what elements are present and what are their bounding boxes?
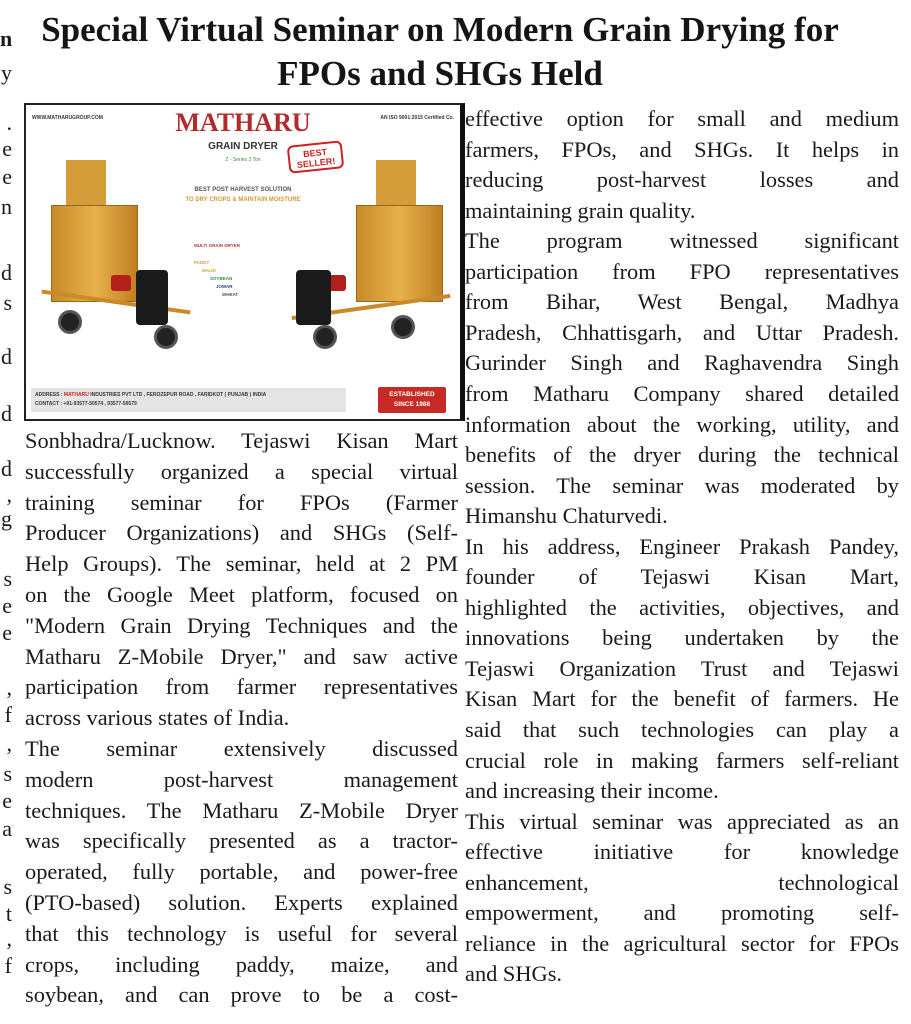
article-text-line: reliance in the agricultural sector for FPOs	[465, 930, 899, 956]
article-text-line: on the Google Meet platform, focused on	[25, 582, 458, 607]
matharu-grain-dryer-advertisement	[24, 103, 465, 421]
ad-certification: AN ISO 9001:2015 Certified Co.	[380, 115, 454, 121]
article-text-line: said that such technologies can play a	[465, 717, 899, 742]
article-text-line: and increasing their income.	[465, 778, 719, 804]
ad-product: GRAIN DRYER	[208, 141, 278, 152]
article-text-line: training seminar for FPOs (Farmer	[25, 489, 458, 515]
established-badge	[378, 387, 446, 413]
ad-crop: SOYBEAN	[210, 276, 233, 281]
article-text-line: participation from farmer representatives	[25, 674, 458, 700]
article-text-line: Tejaswi Organization Trust and Tejaswi	[465, 655, 899, 681]
adjacent-column-fragment: s	[3, 566, 12, 591]
article-text-line: information about the working, utility, and	[465, 411, 899, 437]
adjacent-column-fragment: s	[3, 290, 12, 315]
article-text-line: Sonbhadra/Lucknow. Tejaswi Kisan Mart	[25, 428, 458, 453]
article-text-line: founder of Tejaswi Kisan Mart,	[465, 564, 899, 590]
article-text-line: reducing post-harvest losses and	[465, 167, 899, 193]
headline-line-2: FPOs and SHGs Held	[277, 54, 603, 93]
article-text-line: modern post-harvest management	[25, 766, 458, 792]
article-text-line: enhancement, technological	[465, 869, 899, 895]
adjacent-column-fragment: e	[2, 164, 12, 189]
ad-crop: PADDY	[194, 260, 210, 265]
ad-brand: MATHARU	[175, 108, 311, 137]
grain-dryer-image-left	[36, 160, 186, 380]
contact-text: CONTACT : +91-93577-50574 , 93577-50579	[35, 401, 137, 407]
adjacent-column-fragment: t	[5, 901, 12, 926]
adjacent-column-fragment: e	[2, 788, 12, 813]
adjacent-column-fragment: .	[6, 110, 12, 135]
article-text-line: crops, including paddy, maize, and	[25, 951, 458, 977]
article-text-line: empowerment, and promoting self-	[465, 900, 899, 926]
address-text: INDUSTRIES PVT LTD , FEROZEPUR ROAD , FARIDKOT ( PUNJAB ) INDIA	[90, 392, 267, 398]
article-text-line: from Bihar, West Bengal, Madhya	[465, 289, 899, 315]
established-line-2: SINCE 1988	[393, 401, 431, 408]
article-text-line: successfully organized a special virtual	[25, 458, 458, 484]
article-text-line: techniques. The Matharu Z-Mobile Dryer	[25, 797, 458, 823]
ad-crop: MAIZE	[202, 268, 216, 273]
article-text-line: from Matharu Company shared detailed	[465, 380, 899, 406]
adjacent-column-fragment: n	[0, 26, 13, 51]
badge-line-2: SELLER!	[296, 155, 336, 170]
article-text-line: crucial role in making farmers self-reliant	[465, 747, 899, 773]
adjacent-column-fragment: d	[1, 401, 12, 426]
adjacent-column-fragment: n	[1, 194, 12, 219]
ad-tagline-2: TO DRY CROPS & MAINTAIN MOISTURE	[185, 197, 301, 203]
article-text-line: In his address, Engineer Prakash Pandey,	[465, 533, 899, 559]
adjacent-column-fragment: f	[4, 953, 12, 978]
ad-crop: WHEAT	[222, 292, 239, 297]
address-label: ADDRESS :	[35, 392, 63, 398]
article-text-line: effective option for small and medium	[465, 106, 899, 131]
article-text-line: and SHGs.	[465, 961, 563, 987]
grain-dryer-image-right	[291, 160, 451, 380]
article-text-line: The seminar extensively discussed	[25, 736, 458, 761]
adjacent-column-fragment: s	[3, 761, 12, 786]
ad-address-bar	[31, 388, 346, 412]
article-text-line: Producer Organizations) and SHGs (Self-	[25, 520, 458, 546]
article-text-line: across various states of India.	[25, 705, 290, 731]
article-text-line: Help Groups). The seminar, held at 2 PM	[25, 551, 458, 577]
ad-website: WWW.MATHARUGROUP.COM	[32, 115, 103, 121]
ad-tagline-1: BEST POST HARVEST SOLUTION	[194, 187, 292, 193]
article-text-line: operated, fully portable, and power-free	[25, 859, 458, 885]
adjacent-column-fragment: e	[2, 620, 12, 645]
article-text-line: that this technology is useful for several	[25, 920, 458, 946]
article-text-line: soybean, and can prove to be a cost-	[25, 982, 458, 1008]
article-text-line: benefits of the dryer during the technical	[465, 442, 899, 468]
adjacent-column-fragment: a	[2, 816, 12, 841]
article-text-line: innovations being undertaken by the	[465, 625, 899, 651]
adjacent-column-fragment: d	[1, 456, 12, 481]
article-text-line: effective initiative for knowledge	[465, 839, 899, 865]
article-text-line: The program witnessed significant	[465, 228, 899, 254]
adjacent-column-fragment: ,	[6, 482, 12, 507]
established-line-1: ESTABLISHED	[389, 391, 435, 398]
article-text-line: This virtual seminar was appreciated as an	[465, 808, 899, 834]
ad-series: Z - Series 3 Ton	[225, 157, 261, 163]
adjacent-column-fragment: e	[2, 593, 12, 618]
article-text-line: Himanshu Chaturvedi.	[465, 503, 668, 529]
adjacent-column-fragment: s	[3, 874, 12, 899]
article-text-line: Gurinder Singh and Raghavendra Singh	[465, 350, 899, 376]
address-brand: MATHARU	[63, 392, 89, 398]
article-text-line: farmers, FPOs, and SHGs. It helps in	[465, 136, 899, 162]
article-headline	[20, 8, 860, 96]
adjacent-column-fragment: ,	[6, 675, 12, 700]
article-text-line: Matharu Z-Mobile Dryer," and saw active	[25, 643, 458, 669]
article-text-line: maintaining grain quality.	[465, 197, 696, 223]
adjacent-column-fragment: g	[1, 506, 12, 531]
ad-multi-grain: MULTI GRAIN DRYER	[194, 243, 240, 248]
article-text-line: "Modern Grain Drying Techniques and the	[25, 612, 458, 638]
badge-line-1: BEST	[302, 146, 328, 160]
adjacent-column-fragment: d	[1, 344, 12, 369]
article-text-line: participation from FPO representatives	[465, 258, 899, 284]
adjacent-column-fragment: d	[1, 260, 12, 285]
article-text-line: Pradesh, Chhattisgarh, and Uttar Pradesh.	[465, 319, 899, 345]
adjacent-column-fragment: f	[4, 702, 12, 727]
article-text-line: highlighted the activities, objectives, and	[465, 594, 899, 620]
adjacent-column-fragment: ,	[6, 731, 12, 756]
ad-crop: JOWAR	[216, 284, 233, 289]
adjacent-column-fragment: ,	[6, 926, 12, 951]
article-text-line: Kisan Mart for the benefit of farmers. He	[465, 686, 899, 712]
article-text-line: session. The seminar was moderated by	[465, 472, 899, 498]
adjacent-column-fragment: y	[1, 60, 12, 85]
article-text-line: was specifically presented as a tractor-	[25, 828, 458, 854]
headline-line-1: Special Virtual Seminar on Modern Grain Drying for	[41, 10, 839, 49]
adjacent-column-fragment: e	[2, 136, 12, 161]
article-text-line: (PTO-based) solution. Experts explained	[25, 890, 458, 915]
